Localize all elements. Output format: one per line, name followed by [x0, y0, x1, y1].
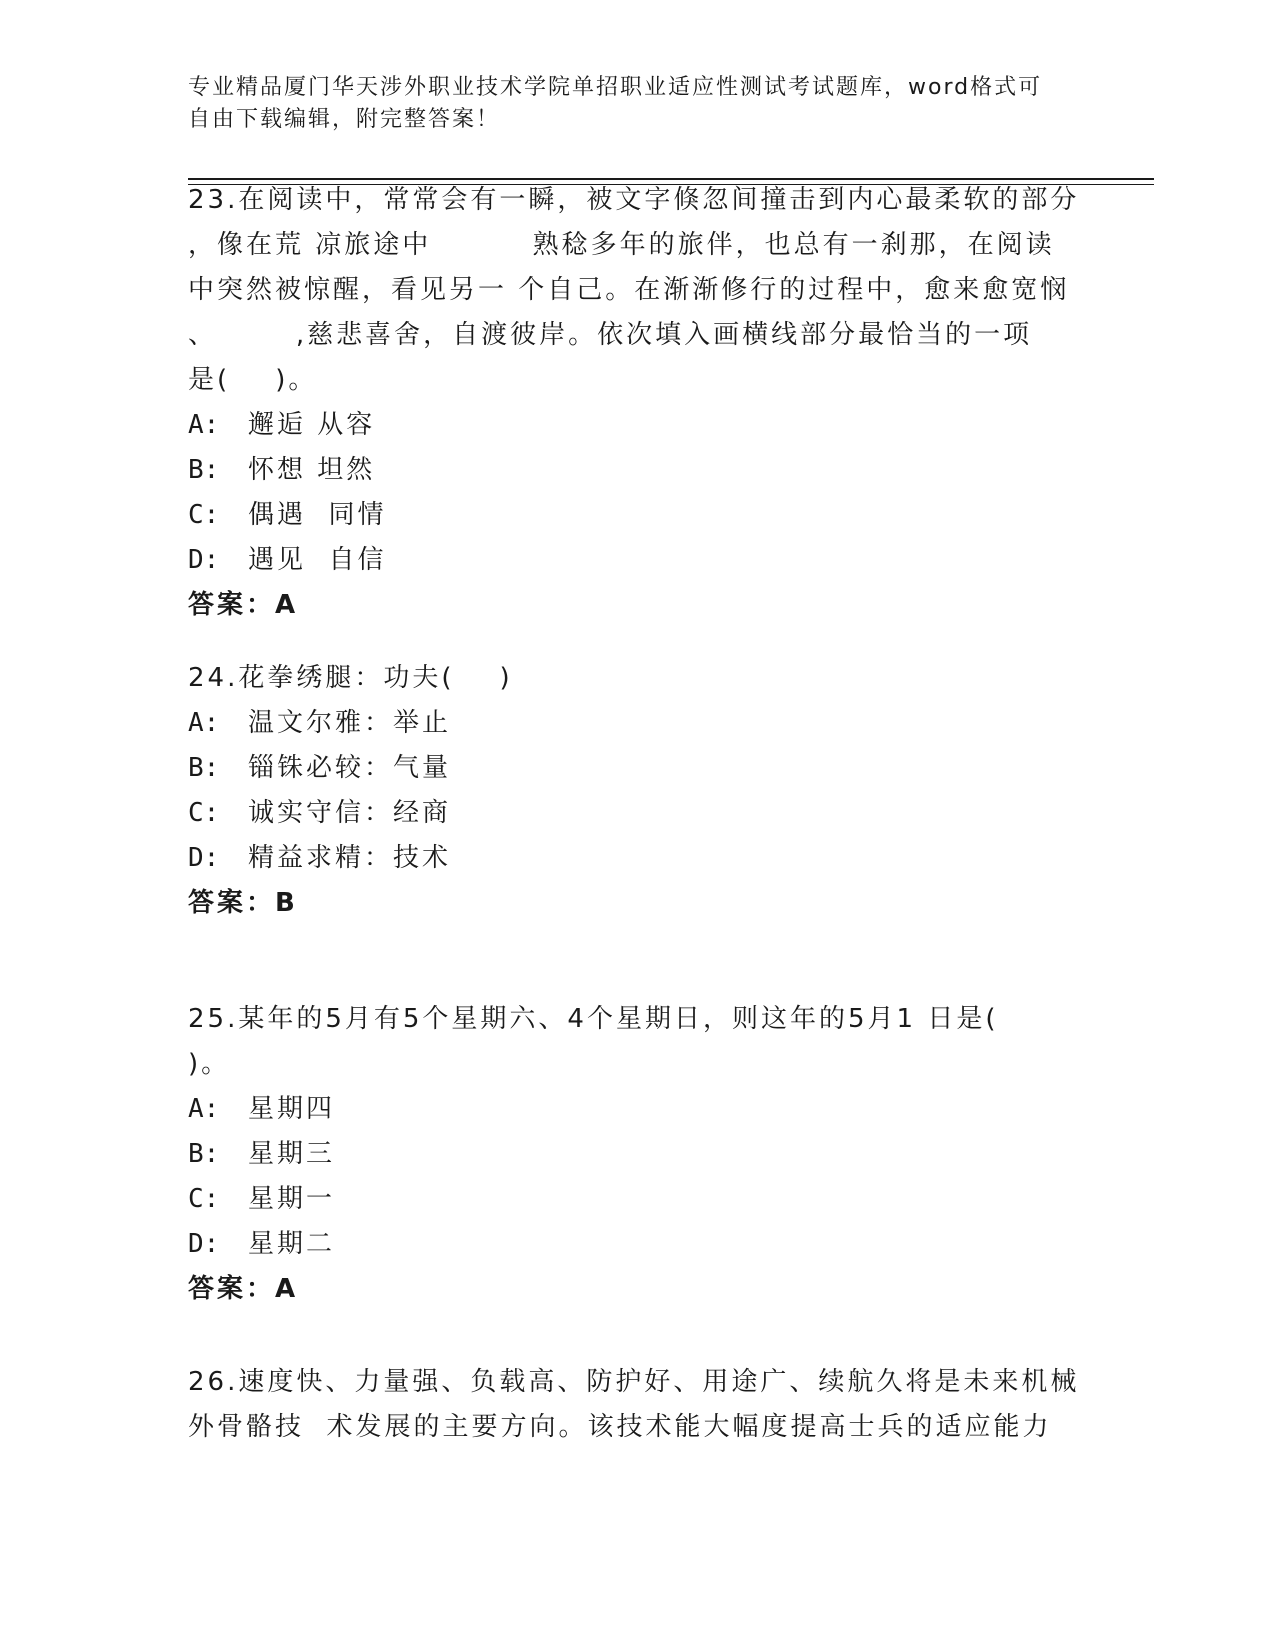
option-text: 星期二: [248, 1229, 336, 1259]
option-letter: C:: [188, 500, 220, 530]
option-text: 星期一: [248, 1184, 336, 1214]
option-letter: B:: [188, 753, 220, 783]
header-line-1: 专业精品厦门华天涉外职业技术学院单招职业适应性测试考试题库，word格式可: [188, 75, 1043, 100]
question-stem-line: 、 ,慈悲喜舍，自渡彼岸。依次填入画横线部分最恰当的一项: [188, 320, 1033, 350]
option-b: [188, 1132, 1088, 1177]
option-d: [188, 836, 1088, 881]
option-a: [188, 403, 1088, 448]
document-header: [188, 72, 1088, 136]
option-letter: C:: [188, 798, 220, 828]
option-b: [188, 746, 1088, 791]
option-letter: A:: [188, 708, 220, 738]
option-c: [188, 791, 1088, 836]
option-b: [188, 448, 1088, 493]
question-stem-line: 26.速度快、力量强、负载高、防护好、用途广、续航久将是未来机械: [188, 1367, 1080, 1397]
option-text: 邂逅 从容: [248, 410, 376, 440]
question-stem-line: ，像在荒 凉旅途中 熟稔多年的旅伴，也总有一刹那，在阅读: [188, 230, 1055, 260]
header-line-2: 自由下载编辑，附完整答案！: [188, 107, 501, 132]
question-stem-line: )。: [188, 1049, 231, 1079]
option-a: [188, 701, 1088, 746]
question-26: [188, 1360, 1088, 1450]
option-letter: B:: [188, 455, 220, 485]
option-d: [188, 538, 1088, 583]
question-stem-line: 25.某年的5月有5个星期六、4个星期日，则这年的5月1 日是(: [188, 1004, 999, 1034]
answer-line: 答案：A: [188, 590, 299, 620]
question-stem-line: 24.花拳绣腿：功夫( ): [188, 663, 513, 693]
question-24: [188, 656, 1088, 926]
option-text: 精益求精：技术: [248, 843, 452, 873]
option-text: 星期三: [248, 1139, 336, 1169]
option-text: 锱铢必较：气量: [248, 753, 452, 783]
option-letter: D:: [188, 1229, 220, 1259]
option-text: 诚实守信：经商: [248, 798, 452, 828]
option-c: [188, 493, 1088, 538]
option-text: 温文尔雅：举止: [248, 708, 452, 738]
question-stem-line: 是( )。: [188, 365, 318, 395]
option-letter: D:: [188, 843, 220, 873]
option-text: 星期四: [248, 1094, 336, 1124]
option-letter: D:: [188, 545, 220, 575]
question-stem-line: 中突然被惊醒，看见另一 个自己。在渐渐修行的过程中，愈来愈宽悯: [188, 275, 1070, 305]
question-23: [188, 178, 1088, 628]
question-25: [188, 997, 1088, 1312]
option-d: [188, 1222, 1088, 1267]
option-text: 怀想 坦然: [248, 455, 376, 485]
option-letter: B:: [188, 1139, 220, 1169]
question-stem-line: 外骨骼技 术发展的主要方向。该技术能大幅度提高士兵的适应能力: [188, 1412, 1052, 1442]
option-c: [188, 1177, 1088, 1222]
answer-line: 答案：B: [188, 888, 298, 918]
answer-line: 答案：A: [188, 1274, 299, 1304]
option-text: 遇见 自信: [248, 545, 387, 575]
option-letter: A:: [188, 410, 220, 440]
option-letter: C:: [188, 1184, 220, 1214]
option-text: 偶遇 同情: [248, 500, 387, 530]
question-stem-line: 23.在阅读中，常常会有一瞬，被文字倏忽间撞击到内心最柔软的部分: [188, 185, 1080, 215]
option-a: [188, 1087, 1088, 1132]
option-letter: A:: [188, 1094, 220, 1124]
